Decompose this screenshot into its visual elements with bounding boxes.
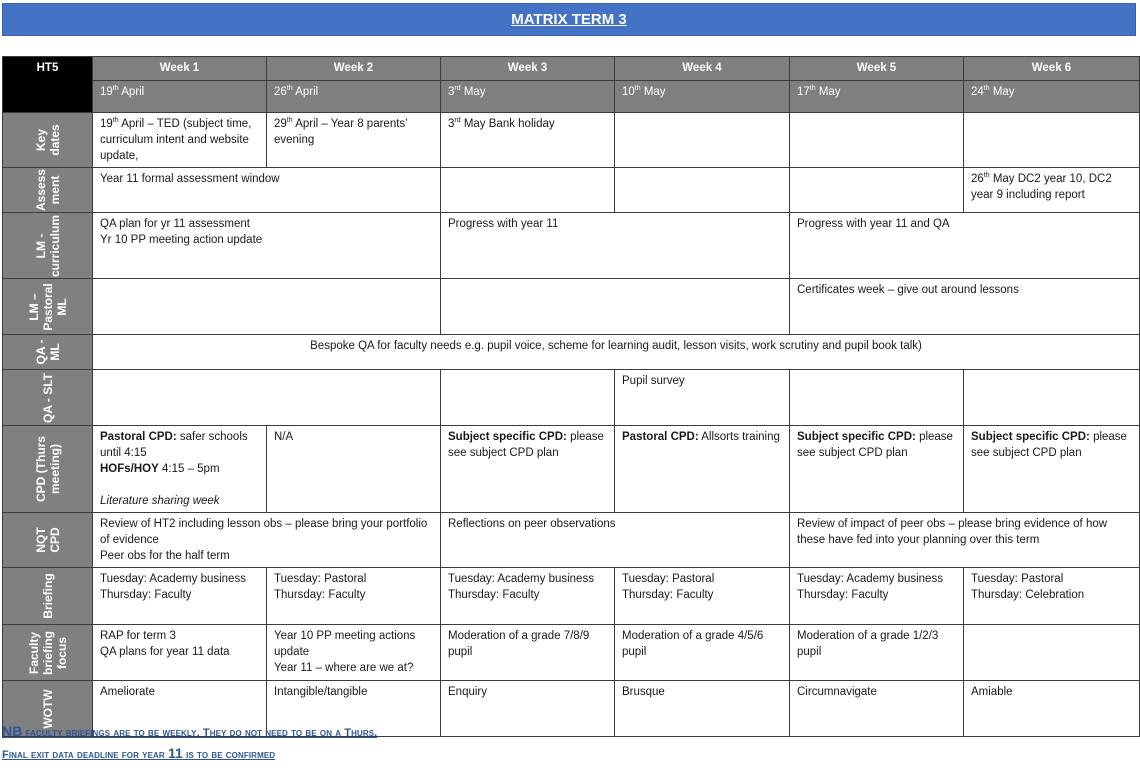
row-label-nqt-cpd: NQT CPD bbox=[3, 513, 93, 568]
date-header: 10th May bbox=[615, 81, 790, 113]
wotw-cell: Enquiry bbox=[441, 681, 615, 737]
briefing-cell: Tuesday: Academy business Thursday: Faculty bbox=[93, 568, 267, 625]
wotw-cell: Circumnavigate bbox=[790, 681, 964, 737]
lm-curriculum-cell: QA plan for yr 11 assessment Yr 10 PP meeting action update bbox=[93, 213, 441, 279]
cpd-cell: Subject specific CPD: please see subject CPD plan bbox=[441, 426, 615, 513]
week-header: Week 6 bbox=[964, 57, 1140, 81]
row-label-assessment: Assess ment bbox=[3, 168, 93, 213]
date-header: 3rd May bbox=[441, 81, 615, 113]
lm-curriculum-cell: Progress with year 11 bbox=[441, 213, 790, 279]
briefing-row bbox=[3, 568, 1140, 625]
qa-slt-row bbox=[3, 370, 1140, 426]
faculty-briefing-cell: Moderation of a grade 7/8/9 pupil bbox=[441, 625, 615, 681]
page-title: MATRIX TERM 3 bbox=[511, 11, 627, 28]
cpd-cell: Subject specific CPD: please see subject CPD plan bbox=[964, 426, 1140, 513]
qa-slt-cell bbox=[964, 370, 1140, 426]
row-label-lm-pastoral: LM – Pastoral ML bbox=[3, 279, 93, 335]
assessment-cell bbox=[615, 168, 790, 213]
nqt-cpd-row bbox=[3, 513, 1140, 568]
cpd-row bbox=[3, 426, 1140, 513]
faculty-briefing-cell: Moderation of a grade 1/2/3 pupil bbox=[790, 625, 964, 681]
wotw-cell: Ameliorate bbox=[93, 681, 267, 737]
faculty-briefing-cell: Year 10 PP meeting actions update Year 11 – where are we at? bbox=[267, 625, 441, 681]
lm-curriculum-cell: Progress with year 11 and QA bbox=[790, 213, 1140, 279]
cpd-cell: Subject specific CPD: please see subject CPD plan bbox=[790, 426, 964, 513]
faculty-briefing-cell bbox=[964, 625, 1140, 681]
assessment-row bbox=[3, 168, 1140, 213]
week-header-row bbox=[3, 57, 1140, 81]
week-header: Week 2 bbox=[267, 57, 441, 81]
week-header: Week 1 bbox=[93, 57, 267, 81]
key-dates-row bbox=[3, 113, 1140, 168]
key-dates-cell: 3rd May Bank holiday bbox=[441, 113, 615, 168]
qa-ml-row bbox=[3, 335, 1140, 370]
briefing-cell: Tuesday: Academy business Thursday: Faculty bbox=[441, 568, 615, 625]
date-header: 26th April bbox=[267, 81, 441, 113]
row-label-lm-curriculum: LM - curriculum bbox=[3, 213, 93, 279]
lm-pastoral-cell: Certificates week – give out around lessons bbox=[790, 279, 1140, 335]
row-label-cpd: CPD (Thurs meeting) bbox=[3, 426, 93, 513]
lm-pastoral-cell bbox=[441, 279, 790, 335]
qa-slt-cell bbox=[441, 370, 615, 426]
date-header: 19th April bbox=[93, 81, 267, 113]
title-banner bbox=[2, 3, 1136, 36]
qa-slt-cell bbox=[93, 370, 441, 426]
briefing-cell: Tuesday: Pastoral Thursday: Faculty bbox=[615, 568, 790, 625]
cpd-cell: Pastoral CPD: safer schools until 4:15 HOFs/HOY 4:15 – 5pm Literature sharing week bbox=[93, 426, 267, 513]
cpd-cell: N/A bbox=[267, 426, 441, 513]
lm-pastoral-row bbox=[3, 279, 1140, 335]
row-label-qa-ml: QA - ML bbox=[3, 335, 93, 370]
nqt-cpd-cell: Review of impact of peer obs – please bring evidence of how these have fed into your planning over this term bbox=[790, 513, 1140, 568]
row-label-briefing: Briefing bbox=[3, 568, 93, 625]
lm-curriculum-row bbox=[3, 213, 1140, 279]
footnote-weekly-briefings: NB faculty briefings are to be weekly. They do not need to be on a Thurs. bbox=[2, 723, 378, 739]
row-label-key-dates: Key dates bbox=[3, 113, 93, 168]
week-header: Week 4 bbox=[615, 57, 790, 81]
key-dates-cell: 19th April – TED (subject time, curriculum intent and website update, bbox=[93, 113, 267, 168]
key-dates-cell bbox=[964, 113, 1140, 168]
briefing-cell: Tuesday: Pastoral Thursday: Celebration bbox=[964, 568, 1140, 625]
assessment-cell bbox=[441, 168, 615, 213]
date-header: 24th May bbox=[964, 81, 1140, 113]
assessment-cell: Year 11 formal assessment window bbox=[93, 168, 441, 213]
key-dates-cell: 29th April – Year 8 parents’ evening bbox=[267, 113, 441, 168]
week-header: Week 3 bbox=[441, 57, 615, 81]
faculty-briefing-cell: Moderation of a grade 4/5/6 pupil bbox=[615, 625, 790, 681]
matrix-table bbox=[2, 56, 1140, 737]
row-label-faculty-briefing-focus: Faculty briefing focus bbox=[3, 625, 93, 681]
nqt-cpd-cell: Reflections on peer observations bbox=[441, 513, 790, 568]
nqt-cpd-cell: Review of HT2 including lesson obs – please bring your portfolio of evidence Peer obs for the half term bbox=[93, 513, 441, 568]
half-term-label: HT5 bbox=[3, 57, 93, 113]
lm-pastoral-cell bbox=[93, 279, 441, 335]
assessment-cell: 26th May DC2 year 10, DC2 year 9 including report bbox=[964, 168, 1140, 213]
date-header: 17th May bbox=[790, 81, 964, 113]
briefing-cell: Tuesday: Pastoral Thursday: Faculty bbox=[267, 568, 441, 625]
wotw-cell: Amiable bbox=[964, 681, 1140, 737]
assessment-cell bbox=[790, 168, 964, 213]
wotw-cell: Brusque bbox=[615, 681, 790, 737]
week-header: Week 5 bbox=[790, 57, 964, 81]
cpd-cell: Pastoral CPD: Allsorts training bbox=[615, 426, 790, 513]
footnote-exit-data-deadline: Final exit data deadline for year 11 is to be confirmed bbox=[2, 745, 276, 761]
key-dates-cell bbox=[615, 113, 790, 168]
date-header-row bbox=[3, 81, 1140, 113]
faculty-briefing-cell: RAP for term 3 QA plans for year 11 data bbox=[93, 625, 267, 681]
briefing-cell: Tuesday: Academy business Thursday: Faculty bbox=[790, 568, 964, 625]
row-label-qa-slt: QA - SLT bbox=[3, 370, 93, 426]
qa-slt-cell bbox=[790, 370, 964, 426]
wotw-cell: Intangible/tangible bbox=[267, 681, 441, 737]
key-dates-cell bbox=[790, 113, 964, 168]
qa-slt-cell: Pupil survey bbox=[615, 370, 790, 426]
qa-ml-cell: Bespoke QA for faculty needs e.g. pupil voice, scheme for learning audit, lesson visits, work scrutiny and pupil book talk) bbox=[93, 335, 1140, 370]
row-label-wotw: WOTW bbox=[3, 681, 93, 737]
faculty-briefing-row bbox=[3, 625, 1140, 681]
